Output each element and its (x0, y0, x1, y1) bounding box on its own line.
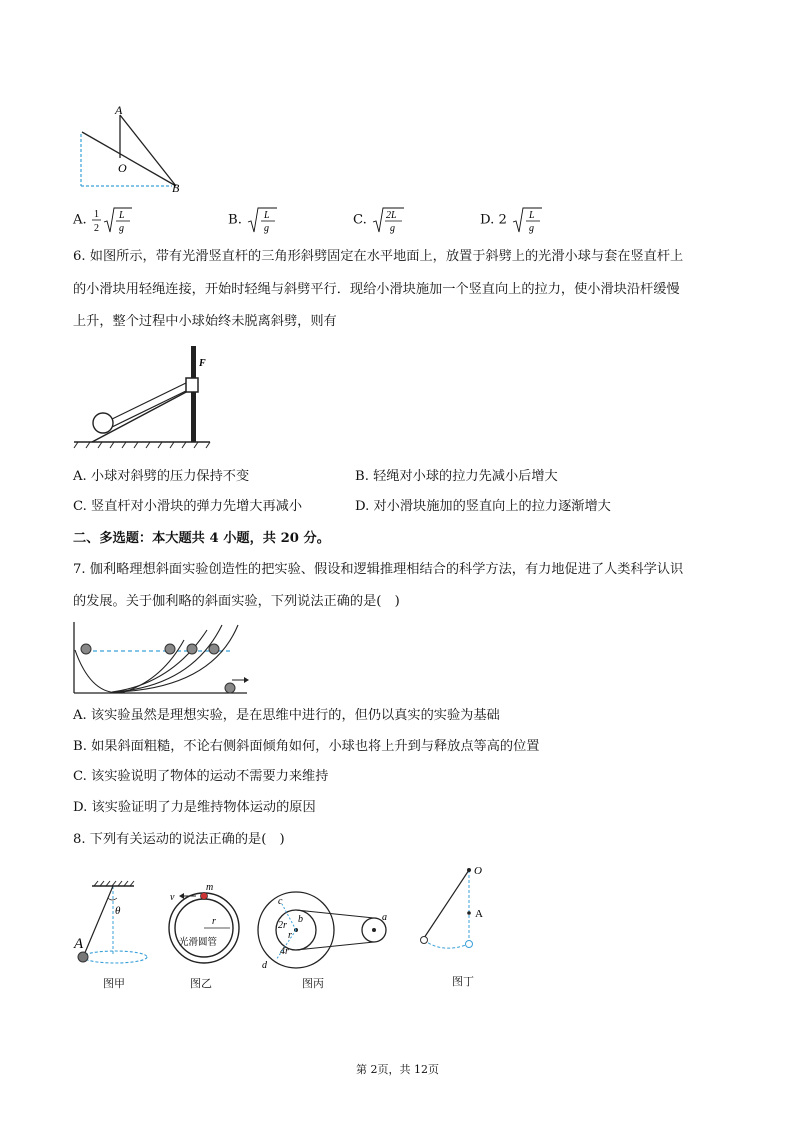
q6-force-label: F (199, 358, 206, 369)
svg-text:1: 1 (93, 209, 99, 220)
q7-stem-line1: 7. 伽利略理想斜面实验创造性的把实验、假设和逻辑推理相结合的科学方法，有力地促进了人类科学认识 (73, 562, 684, 577)
q6-option-b: B. 轻绳对小球的拉力先减小后增大 (355, 469, 558, 484)
svg-text:A: A (475, 908, 483, 920)
q8-fig-jia (72, 880, 162, 990)
sqrt-2l-over-g (371, 206, 405, 234)
q8-caption-ding: 图丁 (452, 975, 474, 988)
section-heading: 二、多选题：本大题共 4 小题，共 20 分。 (73, 531, 330, 546)
q6-option-a: A. 小球对斜劈的压力保持不变 (73, 469, 250, 484)
sqrt-l-over-g (511, 206, 543, 234)
svg-text:a: a (382, 912, 387, 923)
svg-text:光滑圆管: 光滑圆管 (179, 938, 218, 948)
svg-text:2r: 2r (278, 920, 287, 931)
q5-option-d: D. 2 L g (480, 206, 543, 234)
q5-label-a: A (115, 103, 123, 117)
q5-option-c: C. 2L g (353, 206, 405, 234)
q8-fig-yi (166, 884, 246, 974)
q5-option-b: B. L g (228, 206, 278, 234)
q8-caption-jia: 图甲 (103, 977, 125, 990)
page-footer: 第 2页，共 12页 (356, 1063, 439, 1076)
svg-text:L: L (118, 210, 125, 221)
svg-text:4r: 4r (280, 946, 289, 957)
q7-option-d: D. 该实验证明了力是维持物体运动的原因 (73, 800, 316, 815)
svg-text:θ: θ (115, 905, 121, 917)
sqrt-l-over-g (246, 206, 278, 234)
q5-label-b: B (172, 181, 180, 195)
q6-figure (72, 344, 212, 450)
svg-text:g: g (390, 223, 396, 234)
svg-text:m: m (206, 884, 214, 893)
svg-text:L: L (529, 210, 535, 221)
svg-text:r: r (212, 916, 216, 927)
q8-stem: 8. 下列有关运动的说法正确的是( ) (73, 832, 285, 847)
q5-option-a: A. 1 2 L g (73, 206, 133, 234)
svg-text:g: g (118, 223, 124, 234)
q6-stem-line1: 6. 如图所示，带有光滑竖直杆的三角形斜劈固定在水平地面上，放置于斜劈上的光滑小球与套在竖直杆上 (73, 249, 684, 264)
q8-caption-bing: 图丙 (302, 977, 324, 990)
q6-option-c: C. 竖直杆对小滑块的弹力先增大再减小 (73, 499, 303, 514)
svg-text:g: g (264, 223, 270, 234)
svg-text:c: c (278, 896, 283, 907)
q6-stem-line2: 的小滑块用轻绳连接，开始时轻绳与斜劈平行．现给小滑块施加一个竖直向上的拉力，使小滑块沿杆缓慢 (73, 282, 680, 297)
svg-text:b: b (298, 914, 303, 925)
svg-text:v: v (170, 892, 175, 903)
q7-option-a: A. 该实验虽然是理想实验，是在思维中进行的，但仍以真实的实验为基础 (73, 708, 500, 723)
svg-text:A: A (74, 936, 84, 952)
svg-text:2L: 2L (386, 210, 397, 221)
svg-text:L: L (264, 210, 270, 221)
svg-text:d: d (262, 960, 267, 970)
q8-fig-ding (412, 860, 502, 960)
svg-text:2: 2 (93, 223, 99, 234)
svg-text:O: O (474, 865, 482, 877)
q6-option-d: D. 对小滑块施加的竖直向上的拉力逐渐增大 (355, 499, 611, 514)
q7-option-c: C. 该实验说明了物体的运动不需要力来维持 (73, 769, 329, 784)
q8-fig-bing (254, 890, 394, 970)
q7-option-b: B. 如果斜面粗糙，不论右侧斜面倾角如何，小球也将上升到与释放点等高的位置 (73, 739, 540, 754)
q5-figure (72, 100, 192, 195)
svg-text:r: r (288, 930, 292, 941)
svg-text:g: g (529, 223, 535, 234)
q7-stem-line2: 的发展。关于伽利略的斜面实验，下列说法正确的是( ) (73, 594, 400, 609)
sqrt-half-l-over-g (91, 206, 133, 234)
q6-stem-line3: 上升，整个过程中小球始终未脱离斜劈，则有 (73, 314, 337, 329)
q7-figure (72, 620, 252, 700)
q8-caption-yi: 图乙 (190, 977, 212, 990)
q5-label-o: O (118, 161, 127, 175)
